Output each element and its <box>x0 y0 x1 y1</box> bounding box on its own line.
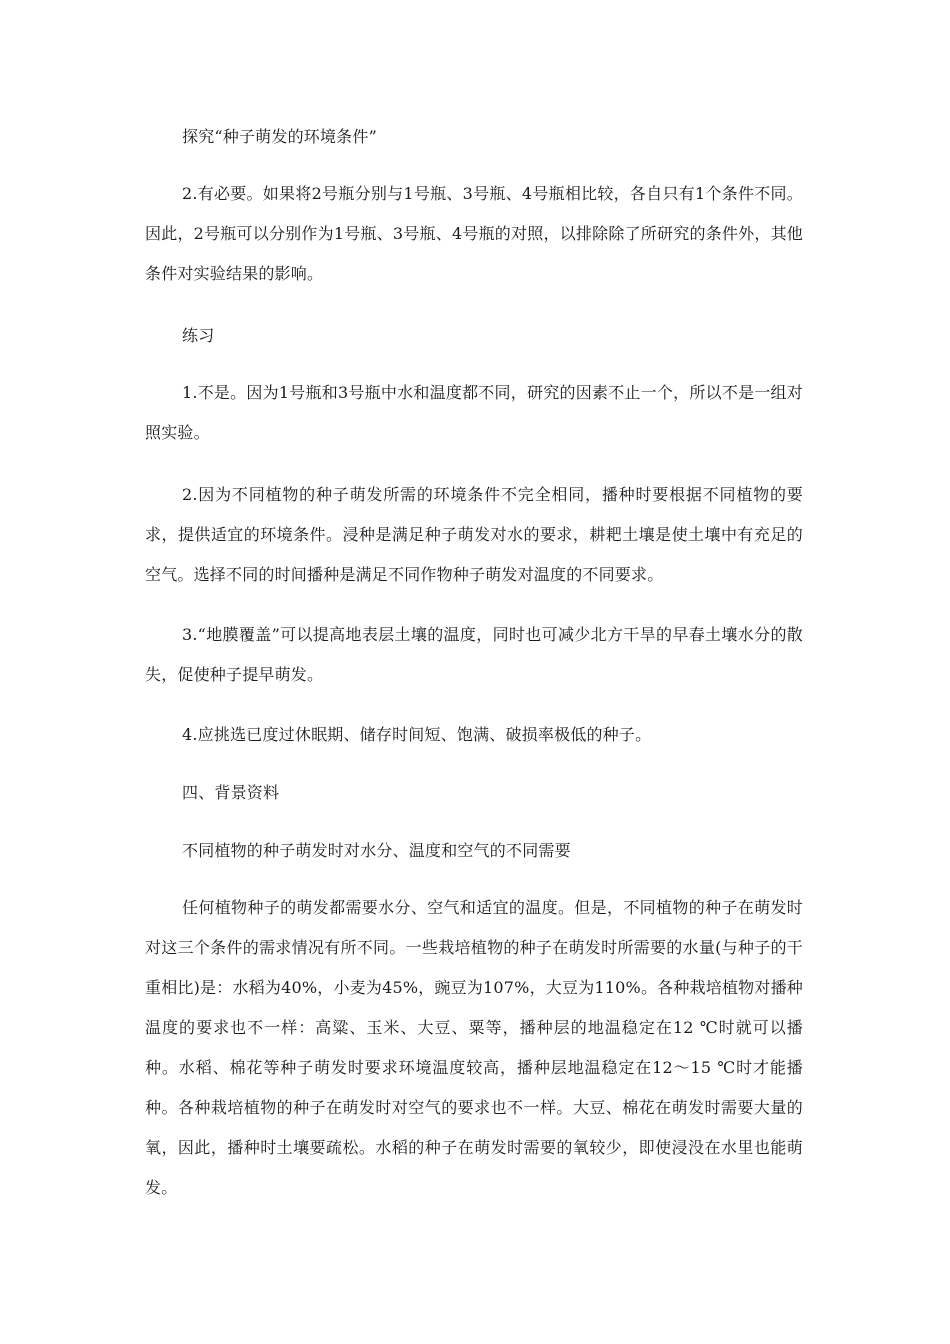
explore-answer-2: 2.有必要。如果将2号瓶分别与1号瓶、3号瓶、4号瓶相比较，各自只有1个条件不同。因此，2号瓶可以分别作为1号瓶、3号瓶、4号瓶的对照，以排除除了所研究的条件外，其他条件对实验结果的影响。 <box>145 184 803 283</box>
practice-answer-1: 1.不是。因为1号瓶和3号瓶中水和温度都不同，研究的因素不止一个，所以不是一组对照实验。 <box>145 383 803 442</box>
heading-explore: 探究“种子萌发的环境条件” <box>182 127 377 146</box>
heading-practice: 练习 <box>182 326 215 345</box>
background-title: 不同植物的种子萌发时对水分、温度和空气的不同需要 <box>182 841 571 860</box>
practice-answer-4: 4.应挑选已度过休眠期、储存时间短、饱满、破损率极低的种子。 <box>182 725 652 744</box>
heading-background: 四、背景资料 <box>182 783 280 802</box>
practice-answer-3: 3.“地膜覆盖”可以提高地表层土壤的温度，同时也可减少北方干旱的早春土壤水分的散失，促使种子提早萌发。 <box>145 625 803 684</box>
background-body: 任何植物种子的萌发都需要水分、空气和适宜的温度。但是，不同植物的种子在萌发时对这三个条件的需求情况有所不同。一些栽培植物的种子在萌发时所需要的水量(与种子的干重相比)是：水稻为40%，小麦为45%，豌豆为107%，大豆为110%。各种栽培植物对播种温度的要求也不一样：高粱、玉米、大豆、粟等，播种层的地温稳定在12 ℃时就可以播种。水稻、棉花等种子萌发时要求环境温度较高，播种层地温稳定在12～15 ℃时才能播种。各种栽培植物的种子在萌发时对空气的要求也不一样。大豆、棉花在萌发时需要大量的氧，因此，播种时土壤要疏松。水稻的种子在萌发时需要的氧较少，即使浸没在水里也能萌发。 <box>145 898 803 1197</box>
practice-answer-2: 2.因为不同植物的种子萌发所需的环境条件不完全相同，播种时要根据不同植物的要求，提供适宜的环境条件。浸种是满足种子萌发对水的要求，耕耙土壤是使土壤中有充足的空气。选择不同的时间播种是满足不同作物种子萌发对温度的不同要求。 <box>145 485 803 584</box>
